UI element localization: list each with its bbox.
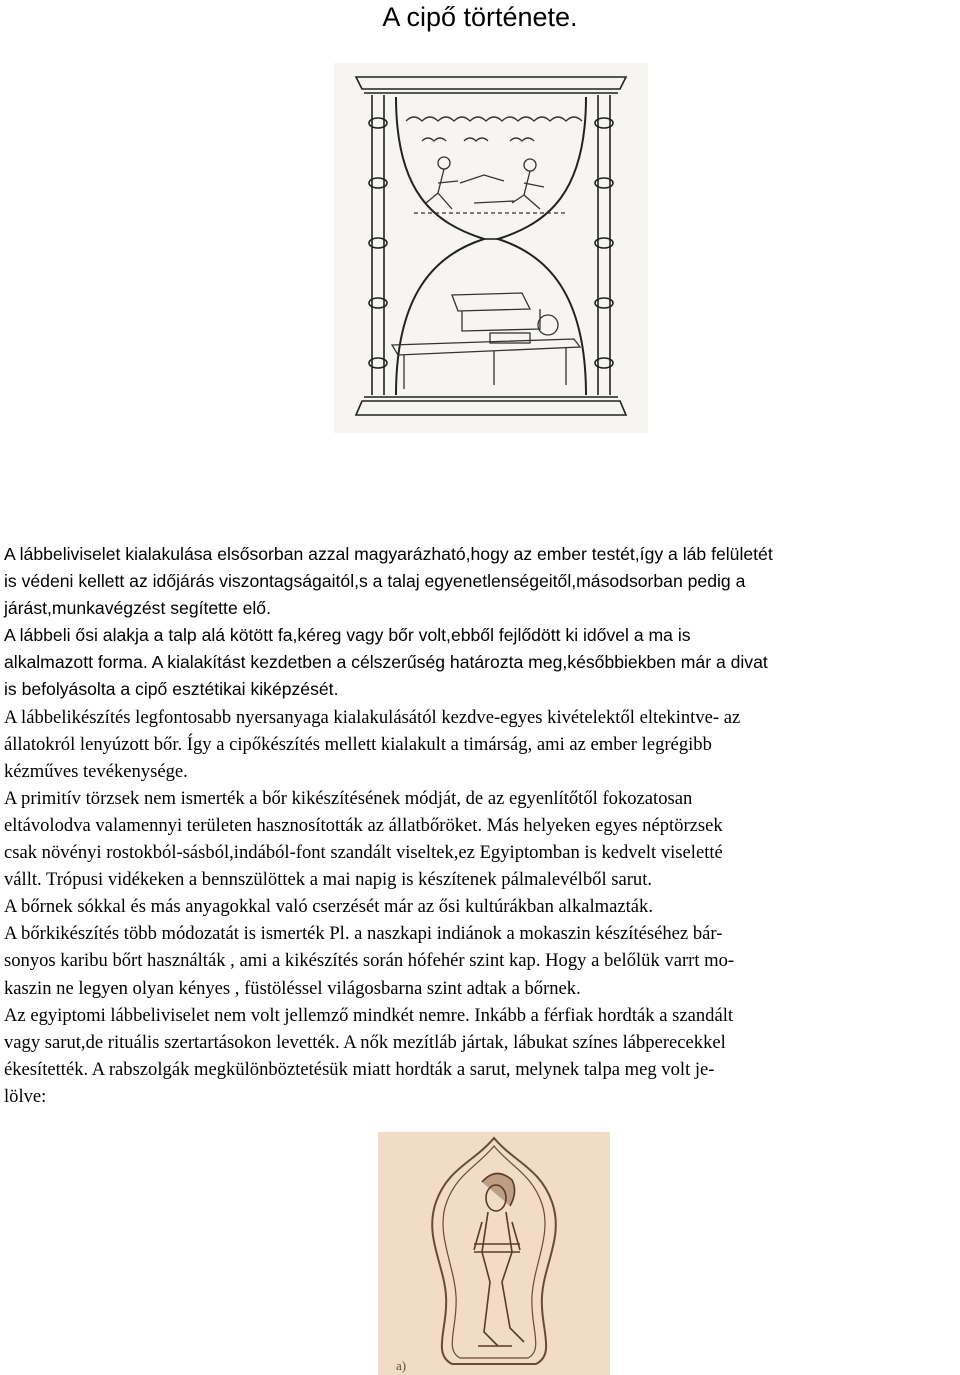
text-line: is védeni kellett az időjárás viszontagságaitól,s a talaj egyenetlenségeitől,másodsorban pedig a — [4, 571, 746, 592]
text-line: lölve: — [4, 1085, 47, 1107]
text-line: eltávolodva valamennyi területen hasznosították az állatbőröket. Más helyeken egyes néptörzsek — [4, 814, 723, 836]
text-line: A lábbeli ősi alakja a talp alá kötött fa,kéreg vagy bőr volt,ebből fejlődött ki idővel a ma is — [4, 625, 691, 646]
text-line: járást,munkavégzést segítette elő. — [4, 598, 271, 619]
text-line: kaszin ne legyen olyan kényes , füstöléssel világosbarna szint adtak a bőrnek. — [4, 977, 581, 999]
text-line: vállt. Trópusi vidékeken a bennszülöttek a mai napig is készítenek pálmalevélből sarut. — [4, 869, 653, 891]
text-line: kézműves tevékenysége. — [4, 760, 188, 782]
body-text — [4, 541, 956, 1110]
page-title: A cipő története. — [382, 2, 578, 32]
text-line: A bőrkikészítés több módozatát is ismerték Pl. a naszkapi indiánok a mokaszin készítéséhez bár- — [4, 923, 723, 945]
text-line: A bőrnek sókkal és más anyagokkal való cserzését már az ősi kultúrákban alkalmazták. — [4, 896, 654, 918]
text-line: A primitív törzsek nem ismerték a bőr kikészítésének módját, de az egyenlítőtől fokozatosan — [4, 787, 693, 809]
text-line: csak növényi rostokból-sásból,indából-font szandált viseltek,ez Egyiptomban is kedvelt viseletté — [4, 842, 723, 864]
text-line: sonyos karibu bőrt használták , ami a kikészítés során hófehér szint kap. Hogy a belőlük varrt mo- — [4, 950, 735, 972]
text-line: alkalmazott forma. A kialakítást kezdetben a célszerűség határozta meg,későbbiekben már a divat — [4, 652, 768, 673]
text-line: is befolyásolta a cipő esztétikai kiképzését. — [4, 679, 339, 700]
text-line: állatokról lenyúzott bőr. Így a cipőkészítés mellett kialakult a timárság, ami az ember legrégibb — [4, 733, 712, 755]
hourglass-illustration — [334, 63, 648, 433]
text-line: A lábbeliviselet kialakulása elsősorban azzal magyarázható,hogy az ember testét,így a láb felületét — [4, 544, 773, 564]
text-line: ékesítették. A rabszolgák megkülönböztetésük miatt hordták a sarut, melynek talpa meg volt je- — [4, 1058, 715, 1080]
text-line: Az egyiptomi lábbeliviselet nem volt jellemző mindkét nemre. Inkább a férfiak hordták a szandált — [4, 1004, 734, 1026]
figure-caption: a) — [396, 1358, 407, 1373]
sandal-sole-illustration — [378, 1132, 610, 1375]
text-line: vagy sarut,de rituális szertartásokon levették. A nők mezítláb jártak, lábukat színes lábperecekkel — [4, 1031, 726, 1053]
text-line: A lábbelikészítés legfontosabb nyersanyaga kialakulásától kezdve-egyes kivételektől eltekintve- az — [4, 706, 741, 728]
